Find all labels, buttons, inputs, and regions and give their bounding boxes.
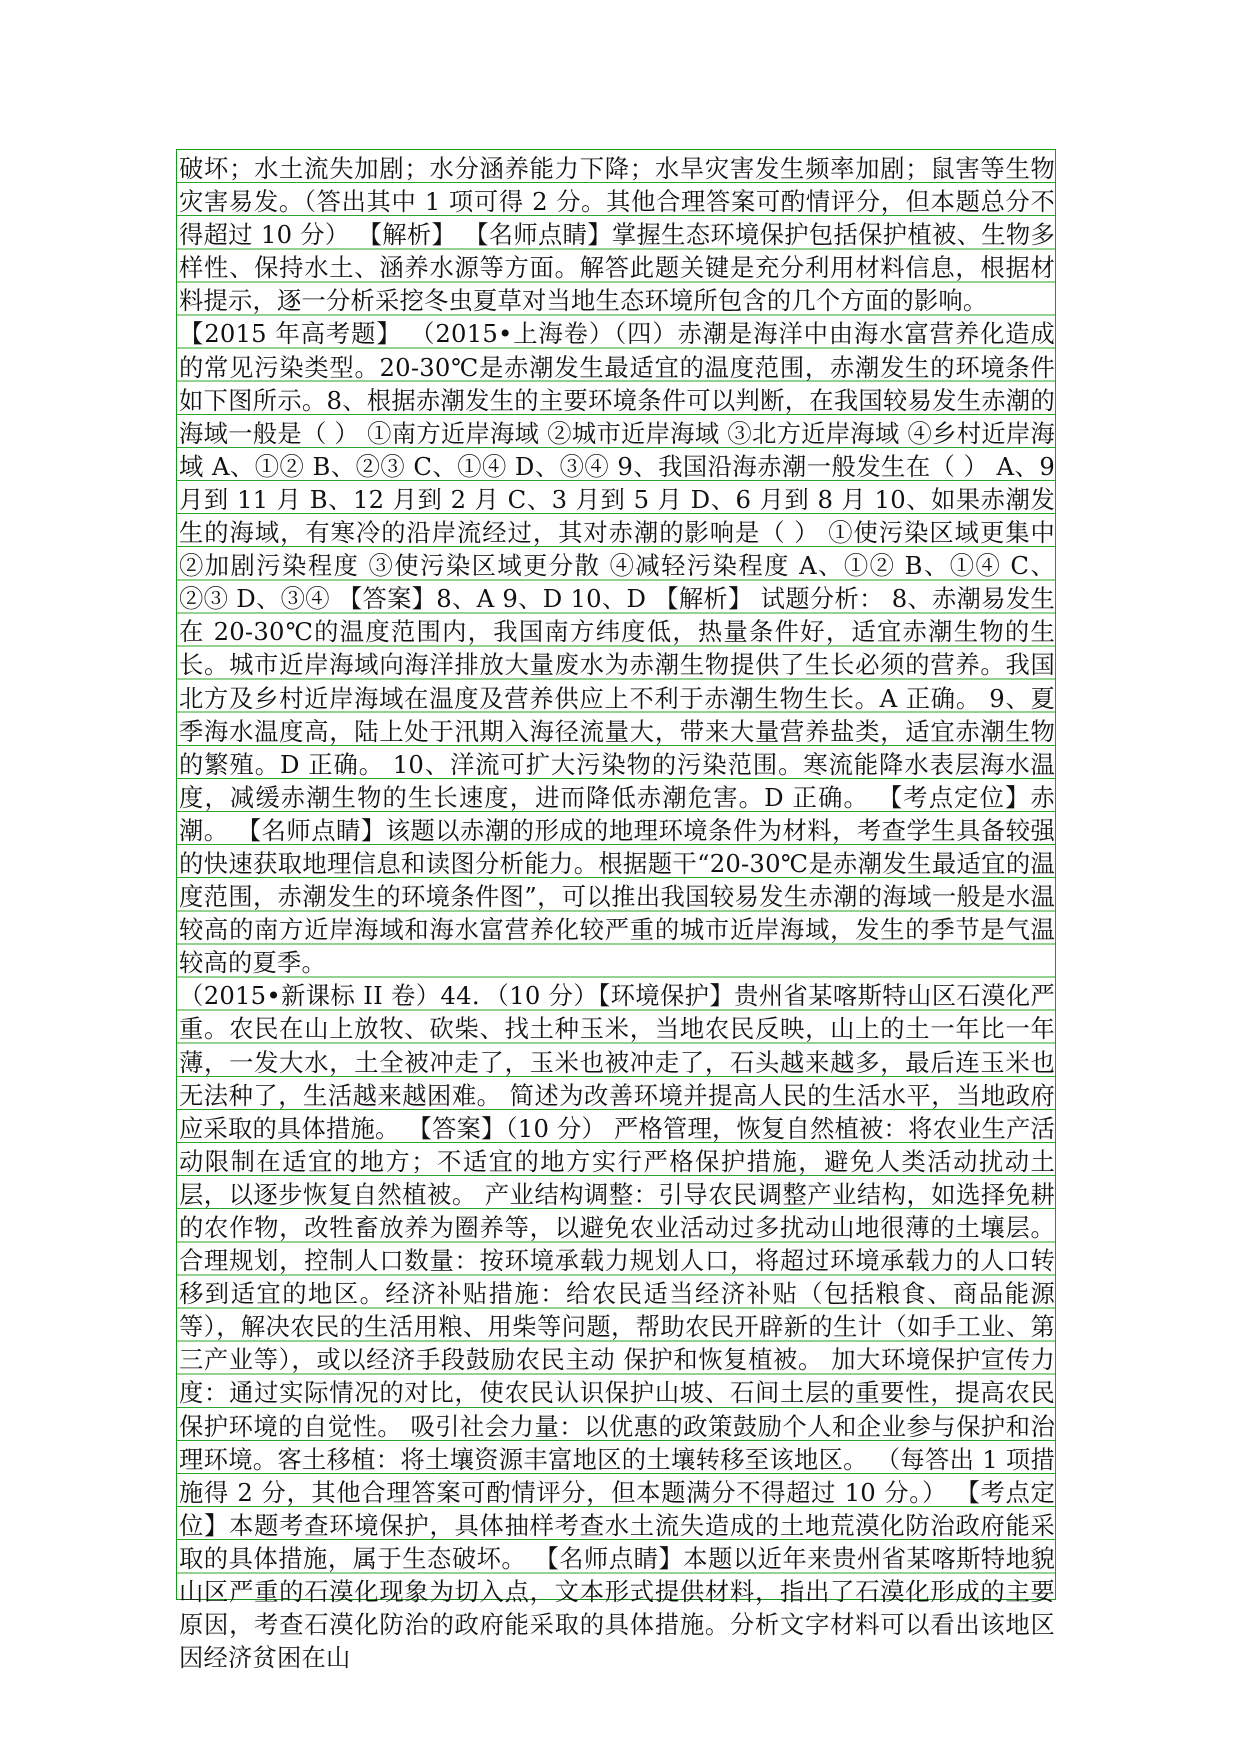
document-page xyxy=(176,149,1056,1673)
paragraph-2015-national-ii-environment: （2015•新课标 II 卷）44．（10 分）【环境保护】贵州省某喀斯特山区石漠化严重。农民在山上放牧、砍柴、找土种玉米，当地农民反映，山上的土一年比一年薄，一发大水，土全被冲走了，玉米也被冲走了，石头越来越多，最后连玉米也无法种了，生活越来越困难。 简述为改善环境并提高人民的生活水平，当地政府应采取的具体措施。 【答案】（10 分） 严格管理，恢复自然植被：将农业生产活动限制在适宜的地方；不适宜的地方实行严格保护措施，避免人类活动扰动土层，以逐步恢复自然植被。 产业结构调整：引导农民调整产业结构，如选择免耕的农作物，改牲畜放养为圈养等，以避免农业活动过多扰动山地很薄的土壤层。 合理规划，控制人口数量：按环境承载力规划人口，将超过环境承载力的人口转移到适宜的地区。经济补贴措施：给农民适当经济补贴（包括粮食、商品能源等），解决农民的生活用粮、用柴等问题，帮助农民开辟新的生计（如手工业、第三产业等），或以经济手段鼓励农民主动 保护和恢复植被。 加大环境保护宣传力度：通过实际情况的对比，使农民认识保护山坡、石间土层的重要性，提高农民保护环境的自觉性。 吸引社会力量：以优惠的政策鼓励个人和企业参与保护和治理环境。客土移植：将土壤资源丰富地区的土壤转移至该地区。 （每答出 1 项措施得 2 分，其他合理答案可酌情评分，但本题满分不得超过 10 分。） 【考点定位】本题考查环境保护，具体抽样考查水土流失造成的土地荒漠化防治政府能采取的具体措施，属于生态破坏。 【名师点睛】本题以近年来贵州省某喀斯特地貌山区严重的石漠化现象为切入点，文本形式提供材料，指出了石漠化形成的主要原因，考查石漠化防治的政府能采取的具体措施。分析文字材料可以看出该地区因经济贫困在山 xyxy=(179,981,1055,1673)
document-body xyxy=(177,150,1057,1674)
paragraph-ecology-answer: 破坏；水土流失加剧；水分涵养能力下降；水旱灾害发生频率加剧；鼠害等生物灾害易发。（答出其中 1 项可得 2 分。其他合理答案可酌情评分，但本题总分不得超过 10 分） 【解析】 【名师点睛】掌握生态环境保护包括保护植被、生物多样性、保持水土、涵养水源等方面。解答此题关键是充分利用材料信息，根据材料提示，逐一分析采挖冬虫夏草对当地生态环境所包含的几个方面的影响。 xyxy=(179,154,1055,316)
paragraph-2015-shanghai-red-tide: 【2015 年高考题】 （2015•上海卷）（四）赤潮是海洋中由海水富营养化造成的常见污染类型。20-30℃是赤潮发生最适宜的温度范围，赤潮发生的环境条件如下图所示。8、根据赤潮发生的主要环境条件可以判断，在我国较易发生赤潮的海域一般是（ ） ①南方近岸海域 ②城市近岸海域 ③北方近岸海域 ④乡村近岸海域 A、①② B、②③ C、①④ D、③④ 9、我国沿海赤潮一般发生在（ ） A、9 月到 11 月 B、12 月到 2 月 C、3 月到 5 月 D、6 月到 8 月 10、如果赤潮发生的海域，有寒冷的沿岸流经过，其对赤潮的影响是（ ） ①使污染区域更集中 ②加剧污染程度 ③使污染区域更分散 ④减轻污染程度 A、①② B、①④ C、②③ D、③④ 【答案】8、A 9、D 10、D 【解析】 试题分析： 8、赤潮易发生在 20-30℃的温度范围内，我国南方纬度低，热量条件好，适宜赤潮生物的生长。城市近岸海域向海洋排放大量废水为赤潮生物提供了生长必须的营养。我国北方及乡村近岸海域在温度及营养供应上不利于赤潮生物生长。A 正确。 9、夏季海水温度高，陆上处于汛期入海径流量大，带来大量营养盐类，适宜赤潮生物的繁殖。D 正确。 10、洋流可扩大污染物的污染范围。寒流能降水表层海水温度，减缓赤潮生物的生长速度，进而降低赤潮危害。D 正确。 【考点定位】赤潮。 【名师点睛】该题以赤潮的形成的地理环境条件为材料，考查学生具备较强的快速获取地理信息和读图分析能力。根据题干“20-30℃是赤潮发生最适宜的温度范围，赤潮发生的环境条件图”，可以推出我国较易发生赤潮的海域一般是水温较高的南方近岸海域和海水富营养化较严重的城市近岸海域，发生的季节是气温较高的夏季。 xyxy=(179,319,1055,978)
